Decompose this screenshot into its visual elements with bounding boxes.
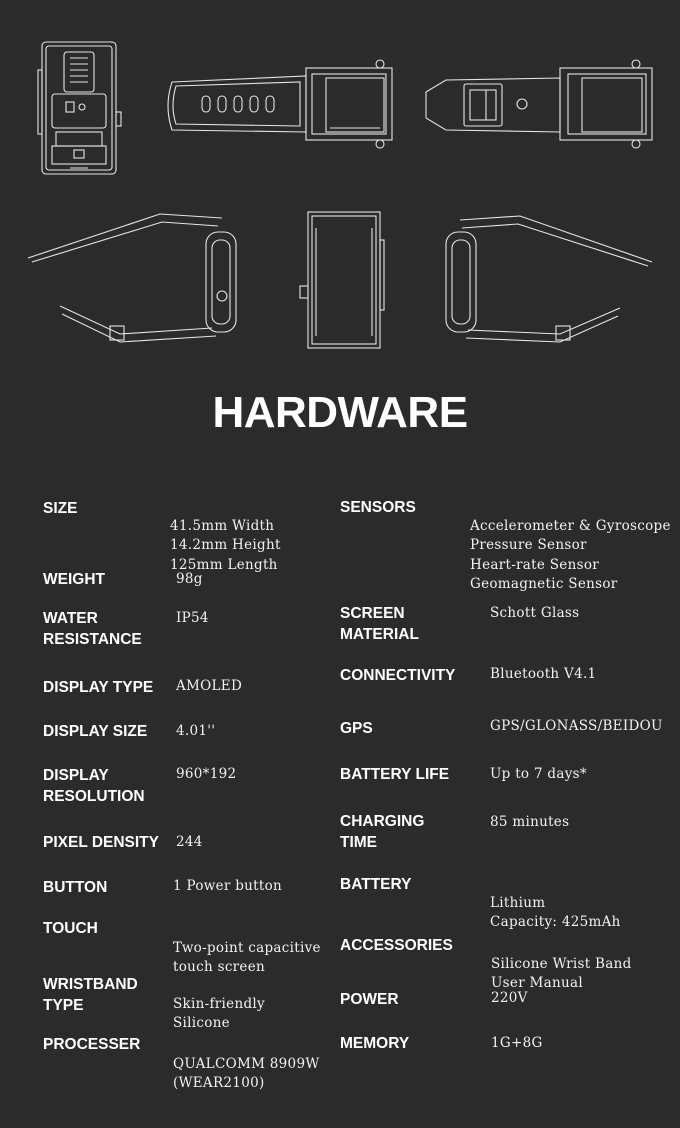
spec-value-connectivity: Bluetooth V4.1 [490, 666, 597, 682]
watch-right-side-view-icon [446, 216, 652, 342]
spec-label-display-size: DISPLAY SIZE [43, 723, 148, 740]
spec-label-button: BUTTON [43, 879, 108, 896]
spec-value-water-resistance: IP54 [176, 610, 209, 626]
spec-value-display-type: AMOLED [176, 678, 243, 694]
spec-label-wristband-type: WRISTBAND TYPE [43, 976, 138, 1014]
spec-label-connectivity: CONNECTIVITY [340, 667, 456, 684]
spec-label-display-type: DISPLAY TYPE [43, 679, 154, 696]
spec-label-pixel-density: PIXEL DENSITY [43, 834, 159, 851]
spec-label-processer: PROCESSER [43, 1036, 141, 1053]
spec-value-wristband-type: Skin-friendly Silicone [173, 995, 265, 1031]
spec-label-display-resolution: DISPLAY RESOLUTION [43, 767, 145, 805]
spec-label-touch: TOUCH [43, 920, 98, 937]
spec-value-accessories: Silicone Wrist Band User Manual [491, 955, 632, 991]
spec-value-screen-material: Schott Glass [490, 605, 580, 621]
product-drawings [0, 0, 680, 370]
spec-value-gps: GPS/GLONASS/BEIDOU [490, 718, 663, 734]
spec-label-sensors: SENSORS [340, 499, 416, 516]
spec-value-battery-life: Up to 7 days* [490, 766, 587, 782]
spec-value-processer: QUALCOMM 8909W (WEAR2100) [173, 1055, 320, 1091]
watch-front-view-icon [38, 42, 121, 174]
spec-value-touch: Two-point capacitive touch screen [173, 939, 321, 975]
spec-label-weight: WEIGHT [43, 571, 105, 588]
watch-bottom-view-icon [300, 212, 384, 348]
spec-label-gps: GPS [340, 720, 373, 737]
spec-value-battery: Lithium Capacity: 425mAh [490, 894, 621, 930]
page-title: HARDWARE [212, 388, 468, 437]
spec-label-water-resistance: WATER RESISTANCE [43, 610, 142, 648]
watch-back-view-icon [426, 60, 652, 148]
spec-label-size: SIZE [43, 500, 78, 517]
spec-value-memory: 1G+8G [491, 1035, 543, 1051]
spec-value-display-size: 4.01'' [176, 723, 216, 739]
spec-value-button: 1 Power button [173, 878, 283, 894]
spec-value-sensors: Accelerometer & Gyroscope Pressure Sensor Heart-rate Sensor Geomagnetic Sensor [470, 517, 671, 592]
spec-value-weight: 98g [176, 571, 203, 587]
spec-value-charging-time: 85 minutes [490, 814, 570, 830]
spec-label-battery: BATTERY [340, 876, 412, 893]
watch-left-side-view-icon [28, 214, 236, 342]
spec-label-accessories: ACCESSORIES [340, 937, 453, 954]
watch-top-view-icon [168, 60, 392, 148]
spec-value-size: 41.5mm Width 14.2mm Height 125mm Length [170, 517, 281, 573]
spec-label-screen-material: SCREEN MATERIAL [340, 605, 419, 643]
spec-label-memory: MEMORY [340, 1035, 410, 1052]
spec-label-power: POWER [340, 991, 399, 1008]
spec-value-power: 220V [491, 990, 528, 1006]
spec-label-battery-life: BATTERY LIFE [340, 766, 450, 783]
spec-value-pixel-density: 244 [176, 834, 203, 850]
spec-label-charging-time: CHARGING TIME [340, 813, 425, 851]
spec-value-display-resolution: 960*192 [176, 766, 237, 782]
